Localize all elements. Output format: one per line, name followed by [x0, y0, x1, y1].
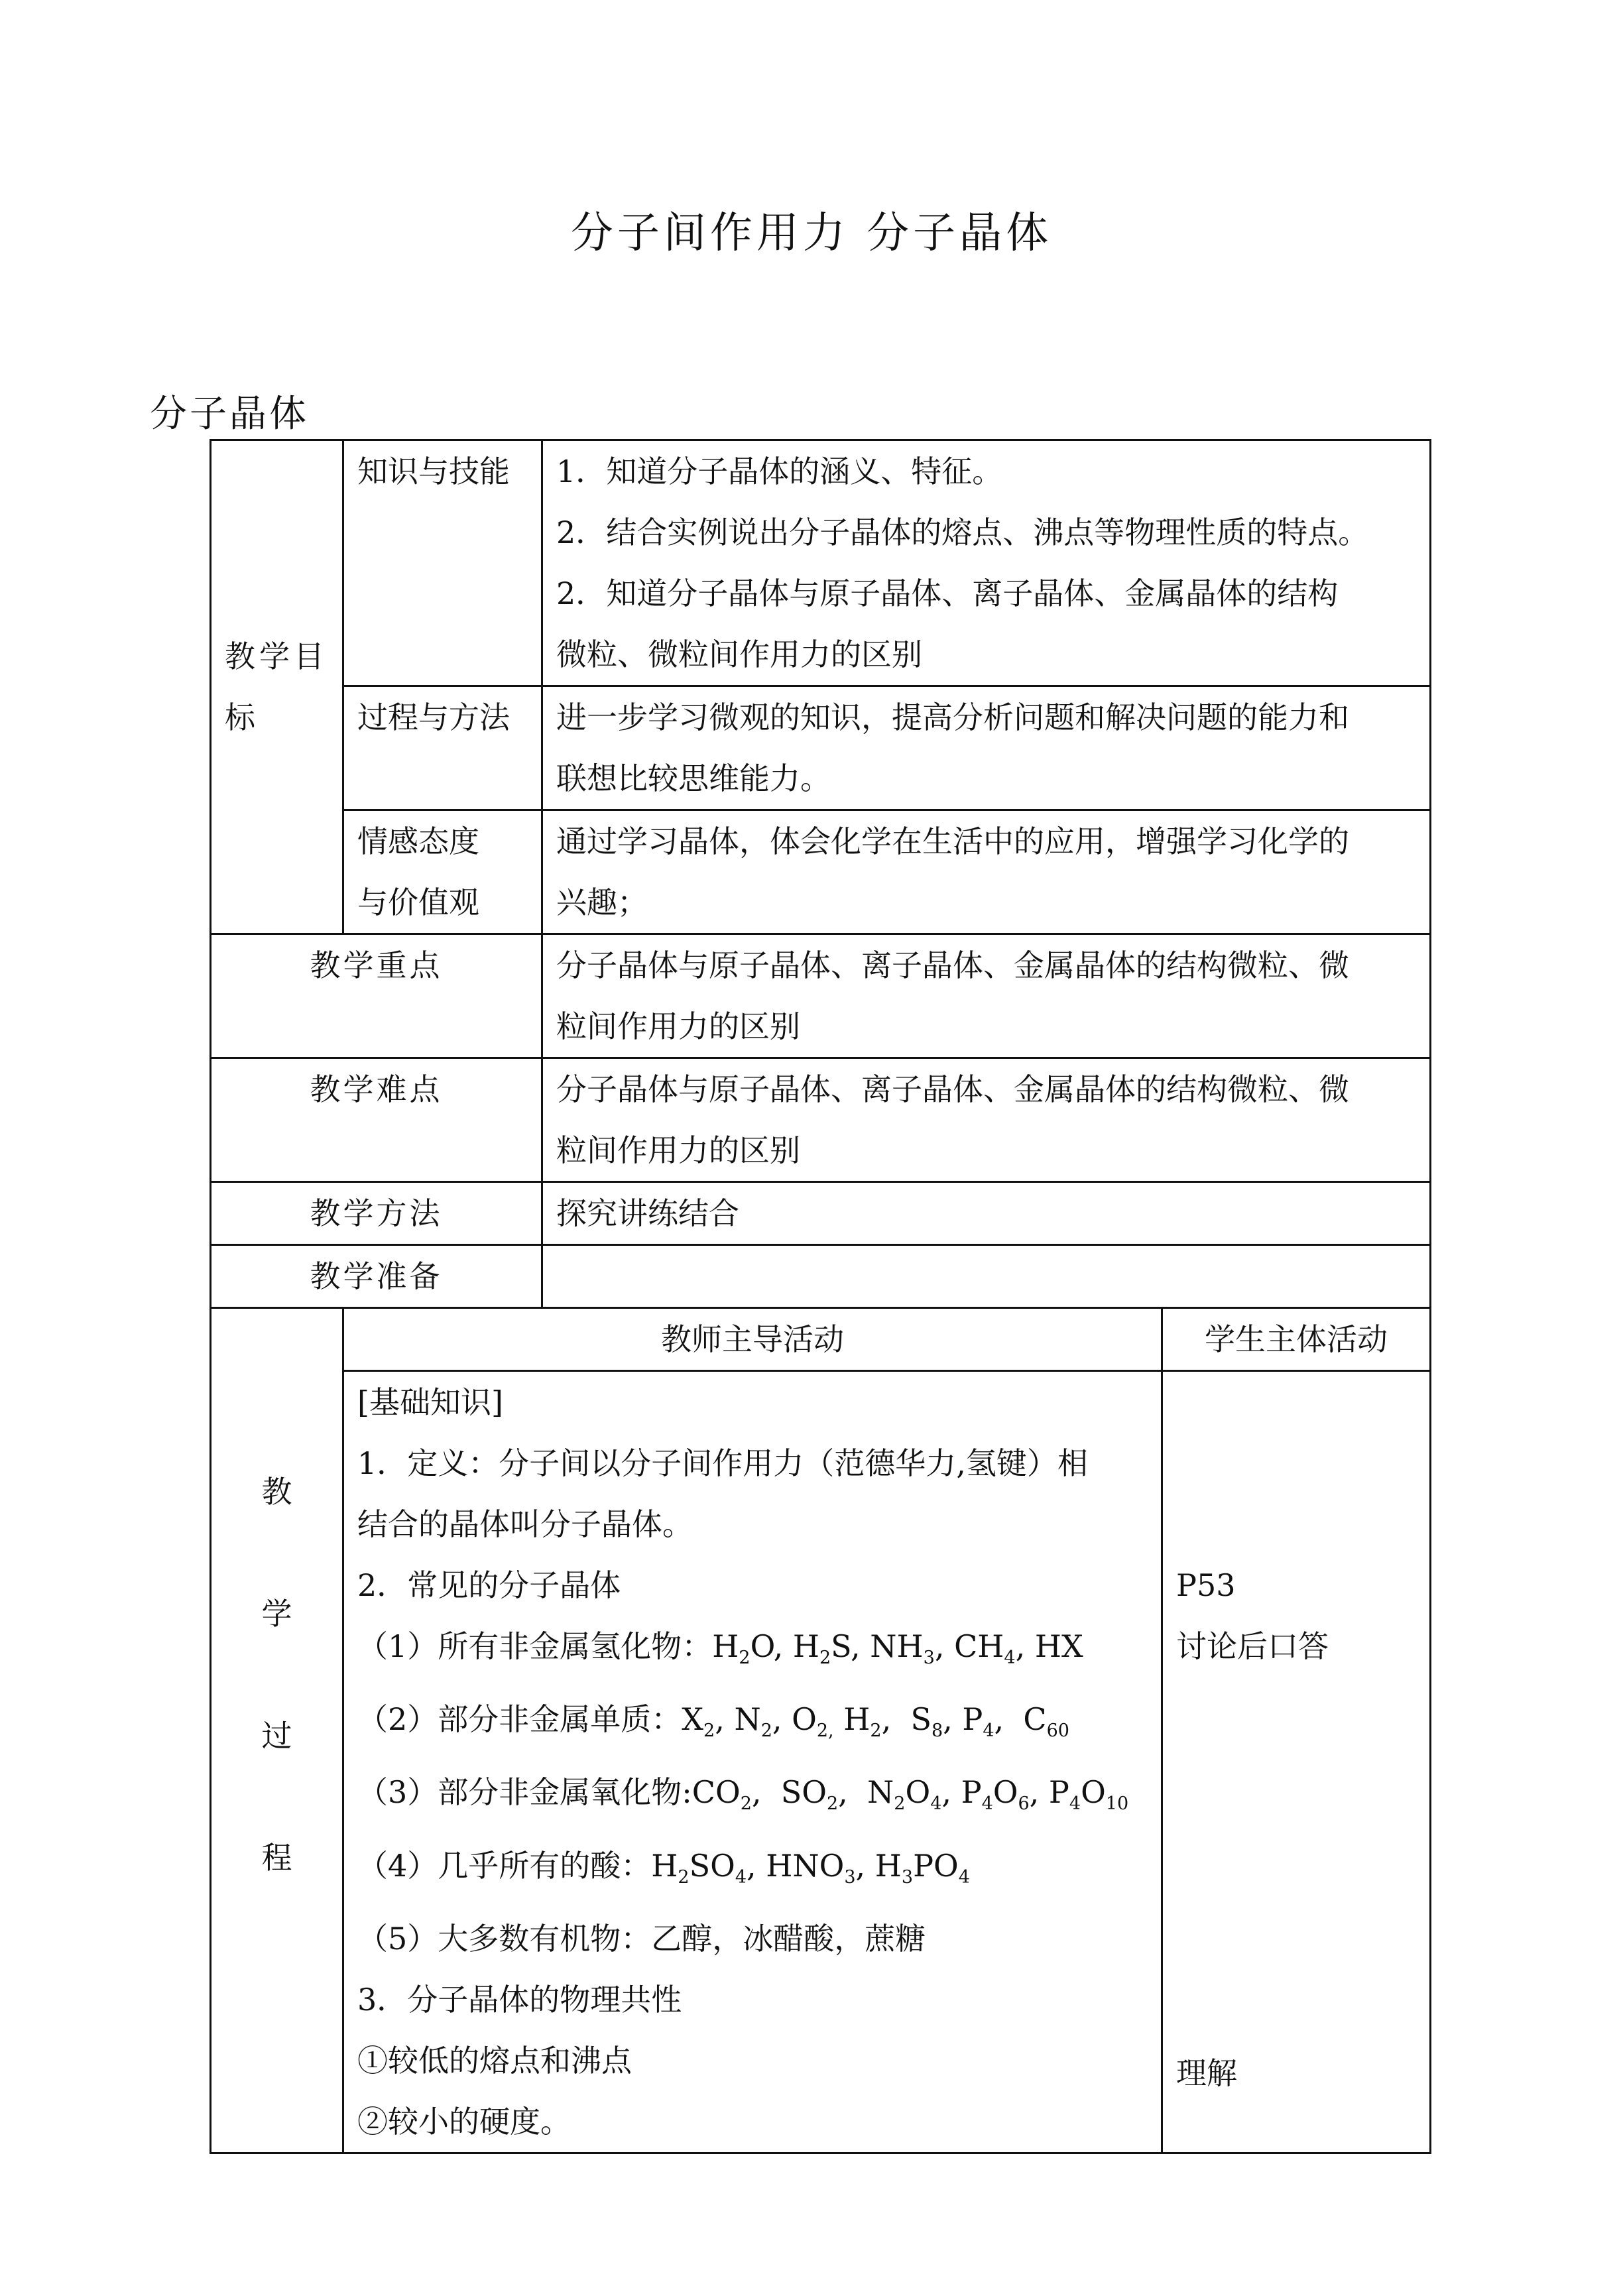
- process-label-char: 过: [261, 1718, 292, 1754]
- teacher-line-prefix: （3）部分非金属氧化物:: [357, 1774, 692, 1811]
- goal-emotion-row: [211, 810, 1431, 934]
- student-activity-content: [1162, 1371, 1431, 2153]
- teacher-line: 2．常见的分子晶体: [357, 1567, 621, 1603]
- process-label-char: 教: [261, 1474, 292, 1510]
- knowledge-line: 2．结合实例说出分子晶体的熔点、沸点等物理性质的特点。: [556, 514, 1369, 550]
- preparation-value: [542, 1245, 1431, 1308]
- method-value: 探究讲练结合: [542, 1182, 1431, 1245]
- key-points-line: 分子晶体与原子晶体、离子晶体、金属晶体的结构微粒、微: [556, 947, 1349, 983]
- student-line: P53: [1176, 1567, 1236, 1603]
- difficulties-row: [211, 1058, 1431, 1182]
- method-label: 教学方法: [211, 1182, 542, 1245]
- process-label-char: 学: [261, 1596, 292, 1632]
- section-heading: 分子晶体: [150, 393, 309, 436]
- document-title: 分子间作用力 分子晶体: [570, 209, 1053, 258]
- goal-knowledge-row: [211, 440, 1431, 686]
- knowledge-line: 2．知道分子晶体与原子晶体、离子晶体、金属晶体的结构: [556, 575, 1339, 611]
- difficulties-content: [542, 1058, 1431, 1182]
- goal-process-row: [211, 686, 1431, 810]
- goals-label-line2: 标: [225, 699, 255, 735]
- teacher-line-elements: （2）部分非金属单质：$X_2$, $N_2$, $O_{2,}$ $H_2$, $S_8$, $P_4$, $C_{60}$: [357, 1701, 1069, 1742]
- process-label-char: 程: [261, 1840, 292, 1876]
- emotion-label: [343, 810, 542, 934]
- knowledge-content: [542, 440, 1431, 686]
- lesson-plan-table: [210, 439, 1431, 2154]
- process-line: 联想比较思维能力。: [556, 760, 831, 796]
- knowledge-line: 微粒、微粒间作用力的区别: [556, 636, 922, 672]
- preparation-row: [211, 1245, 1431, 1308]
- difficulties-line: 粒间作用力的区别: [556, 1132, 800, 1168]
- goals-label-cell: [211, 440, 343, 934]
- process-body-row: [211, 1371, 1431, 2153]
- emotion-label-line2: 与价值观: [357, 884, 479, 920]
- process-content: [542, 686, 1431, 810]
- key-points-label: 教学重点: [211, 934, 542, 1058]
- emotion-content: [542, 810, 1431, 934]
- process-label: 过程与方法: [343, 686, 542, 810]
- method-row: [211, 1182, 1431, 1245]
- teacher-line-hydrides: （1）所有非金属氢化物：$H_2O$, $H_2S$, $NH_3$, $CH_4$, HX: [357, 1628, 1083, 1669]
- process-line: 进一步学习微观的知识，提高分析问题和解决问题的能力和: [556, 699, 1349, 735]
- knowledge-label: 知识与技能: [343, 440, 542, 686]
- teacher-line: 结合的晶体叫分子晶体。: [357, 1506, 693, 1542]
- teacher-line: ②较小的硬度。: [357, 2103, 571, 2140]
- goals-label-line1: 教学目: [225, 638, 328, 674]
- difficulties-label: 教学难点: [211, 1058, 542, 1182]
- student-line: 讨论后口答: [1176, 1628, 1329, 1664]
- teacher-line: （5）大多数有机物：乙醇，冰醋酸，蔗糖: [357, 1920, 926, 1957]
- student-activity-header: 学生主体活动: [1162, 1308, 1431, 1371]
- teacher-activity-content: [343, 1371, 1162, 2153]
- teacher-line-prefix: （4）几乎所有的酸：: [357, 1847, 652, 1884]
- process-header-row: [211, 1308, 1431, 1371]
- teacher-activity-header: 教师主导活动: [343, 1308, 1162, 1371]
- knowledge-line: 1．知道分子晶体的涵义、特征。: [556, 453, 1003, 489]
- emotion-label-line1: 情感态度: [357, 823, 479, 859]
- teacher-line-prefix: （1）所有非金属氢化物：: [357, 1628, 713, 1664]
- teacher-line: [基础知识]: [357, 1384, 503, 1420]
- teacher-line-acids: （4）几乎所有的酸：$H_2SO_4$, $HNO_3$, $H_3PO_4$: [357, 1847, 970, 1888]
- emotion-line: 兴趣；: [556, 884, 648, 920]
- teacher-line-oxides: （3）部分非金属氧化物$:CO_2$, $SO_2$, $N_2O_4$, $P_4O_6$, $P_4O_{10}$: [357, 1774, 1129, 1815]
- key-points-line: 粒间作用力的区别: [556, 1008, 800, 1044]
- teacher-line-prefix: （2）部分非金属单质：: [357, 1701, 682, 1738]
- teacher-line: 3．分子晶体的物理共性: [357, 1981, 682, 2018]
- key-points-row: [211, 934, 1431, 1058]
- teacher-line: 1．定义：分子间以分子间作用力（范德华力,氢键）相: [357, 1445, 1088, 1481]
- process-label-cell: [211, 1308, 343, 2153]
- preparation-label: 教学准备: [211, 1245, 542, 1308]
- student-line: 理解: [1176, 2055, 1237, 2091]
- key-points-content: [542, 934, 1431, 1058]
- emotion-line: 通过学习晶体，体会化学在生活中的应用，增强学习化学的: [556, 823, 1349, 859]
- difficulties-line: 分子晶体与原子晶体、离子晶体、金属晶体的结构微粒、微: [556, 1071, 1349, 1107]
- teacher-line: ①较低的熔点和沸点: [357, 2042, 632, 2079]
